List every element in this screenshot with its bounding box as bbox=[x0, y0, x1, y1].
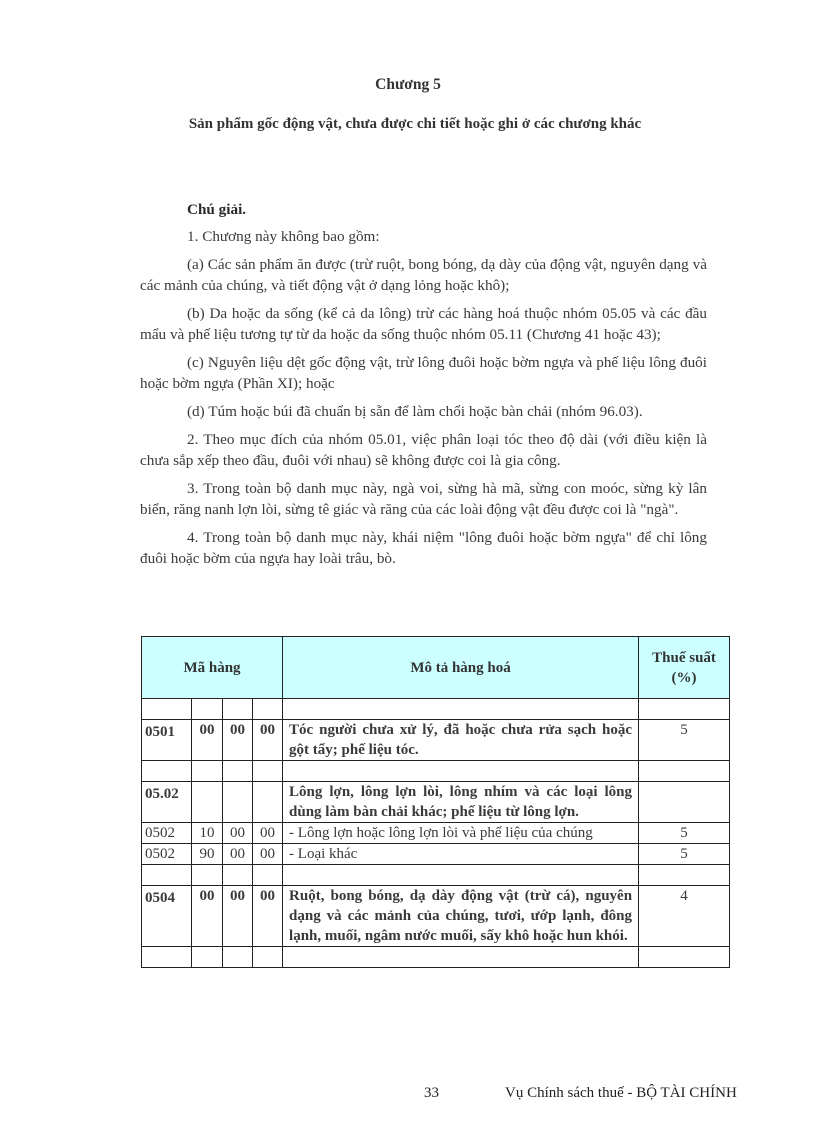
note-3: 3. Trong toàn bộ danh mục này, ngà voi, sừng hà mã, sừng con moóc, sừng kỳ lân biển, răng nanh lợn lòi, sừng tê giác và răng của các loài động vật đều được coi là "ngà". bbox=[140, 480, 707, 518]
code-sub-subheading: 00 bbox=[223, 823, 253, 844]
tax-rate bbox=[639, 782, 730, 823]
code-sub-subheading: 00 bbox=[223, 844, 253, 865]
code-heading: 0502 bbox=[142, 823, 192, 844]
chapter-subtitle: Sản phẩm gốc động vật, chưa được chi tiết hoặc ghi ở các chương khác bbox=[188, 116, 642, 132]
empty-cell bbox=[253, 865, 283, 886]
header-code: Mã hàng bbox=[142, 637, 283, 699]
note-1c: (c) Nguyên liệu dệt gốc động vật, trừ lông đuôi hoặc bờm ngựa và phế liệu lông đuôi hoặc bờm ngựa (Phần XI); hoặc bbox=[140, 354, 707, 392]
tariff-table bbox=[141, 636, 730, 968]
note-2: 2. Theo mục đích của nhóm 05.01, việc phân loại tóc theo độ dài (với điều kiện là chưa sắp xếp theo đầu, đuôi với nhau) sẽ không được coi là gia công. bbox=[140, 431, 707, 469]
code-tariff-line: 00 bbox=[253, 844, 283, 865]
page-number: 33 bbox=[424, 1085, 439, 1101]
code-subheading: 00 bbox=[192, 720, 223, 761]
code-heading: 0501 bbox=[142, 720, 192, 761]
header-rate: Thuế suất (%) bbox=[639, 637, 730, 699]
tax-rate: 5 bbox=[639, 844, 730, 865]
table-spacer-row bbox=[142, 761, 730, 782]
table-spacer-row bbox=[142, 699, 730, 720]
empty-cell bbox=[639, 699, 730, 720]
code-heading: 0504 bbox=[142, 886, 192, 947]
empty-cell bbox=[142, 947, 192, 968]
note-1b: (b) Da hoặc da sống (kể cả da lông) trừ các hàng hoá thuộc nhóm 05.05 và các đầu mẩu và phế liệu tương tự từ da hoặc da sống thuộc nhóm 05.11 (Chương 41 hoặc 43); bbox=[140, 305, 707, 343]
code-tariff-line: 00 bbox=[253, 886, 283, 947]
code-heading: 0502 bbox=[142, 844, 192, 865]
goods-description: Lông lợn, lông lợn lòi, lông nhím và các loại lông dùng làm bàn chải khác; phế liệu từ lông lợn. bbox=[283, 782, 639, 823]
table-row bbox=[142, 844, 730, 865]
table-body bbox=[142, 699, 730, 968]
empty-cell bbox=[142, 865, 192, 886]
empty-cell bbox=[283, 699, 639, 720]
empty-cell bbox=[253, 947, 283, 968]
empty-cell bbox=[223, 947, 253, 968]
empty-cell bbox=[192, 761, 223, 782]
empty-cell bbox=[253, 699, 283, 720]
code-sub-subheading bbox=[223, 782, 253, 823]
chapter-title: Chương 5 bbox=[375, 76, 441, 93]
empty-cell bbox=[223, 699, 253, 720]
empty-cell bbox=[253, 761, 283, 782]
table-row bbox=[142, 720, 730, 761]
empty-cell bbox=[192, 865, 223, 886]
note-1a: (a) Các sản phẩm ăn được (trừ ruột, bong bóng, dạ dày của động vật, nguyên dạng và các mảnh của chúng, và tiết động vật ở dạng lỏng hoặc khô); bbox=[140, 256, 707, 294]
empty-cell bbox=[283, 947, 639, 968]
notes-section bbox=[140, 199, 707, 576]
note-1: 1. Chương này không bao gồm: bbox=[187, 228, 380, 245]
footer-publisher: Vụ Chính sách thuế - BỘ TÀI CHÍNH bbox=[505, 1085, 737, 1101]
empty-cell bbox=[223, 761, 253, 782]
empty-cell bbox=[192, 947, 223, 968]
goods-description: Tóc người chưa xử lý, đã hoặc chưa rửa sạch hoặc gột tẩy; phế liệu tóc. bbox=[283, 720, 639, 761]
empty-cell bbox=[142, 761, 192, 782]
empty-cell bbox=[639, 761, 730, 782]
empty-cell bbox=[639, 865, 730, 886]
tax-rate: 4 bbox=[639, 886, 730, 947]
notes-heading: Chú giải. bbox=[187, 201, 247, 218]
goods-description: - Lông lợn hoặc lông lợn lòi và phế liệu của chúng bbox=[283, 823, 639, 844]
code-tariff-line bbox=[253, 782, 283, 823]
empty-cell bbox=[639, 947, 730, 968]
goods-description: - Loại khác bbox=[283, 844, 639, 865]
code-tariff-line: 00 bbox=[253, 823, 283, 844]
code-sub-subheading: 00 bbox=[223, 886, 253, 947]
header-description: Mô tả hàng hoá bbox=[283, 637, 639, 699]
empty-cell bbox=[192, 699, 223, 720]
goods-description: Ruột, bong bóng, dạ dày động vật (trừ cá), nguyên dạng và các mảnh của chúng, tươi, ướp lạnh, đông lạnh, muối, ngâm nước muối, sấy khô hoặc hun khói. bbox=[283, 886, 639, 947]
tax-rate: 5 bbox=[639, 823, 730, 844]
empty-cell bbox=[142, 699, 192, 720]
code-tariff-line: 00 bbox=[253, 720, 283, 761]
code-sub-subheading: 00 bbox=[223, 720, 253, 761]
code-subheading bbox=[192, 782, 223, 823]
code-heading: 05.02 bbox=[142, 782, 192, 823]
code-subheading: 10 bbox=[192, 823, 223, 844]
table-spacer-row bbox=[142, 865, 730, 886]
empty-cell bbox=[283, 761, 639, 782]
table-spacer-row bbox=[142, 947, 730, 968]
code-subheading: 00 bbox=[192, 886, 223, 947]
code-subheading: 90 bbox=[192, 844, 223, 865]
note-4: 4. Trong toàn bộ danh mục này, khái niệm "lông đuôi hoặc bờm ngựa" để chỉ lông đuôi hoặc bờm của ngựa hay loài trâu, bò. bbox=[140, 529, 707, 567]
empty-cell bbox=[283, 865, 639, 886]
empty-cell bbox=[223, 865, 253, 886]
table-row bbox=[142, 886, 730, 947]
table-row bbox=[142, 823, 730, 844]
table-row bbox=[142, 782, 730, 823]
tax-rate: 5 bbox=[639, 720, 730, 761]
note-1d: (d) Túm hoặc búi đã chuẩn bị sẵn để làm chổi hoặc bàn chải (nhóm 96.03). bbox=[187, 403, 643, 420]
table-header-row bbox=[142, 637, 730, 699]
